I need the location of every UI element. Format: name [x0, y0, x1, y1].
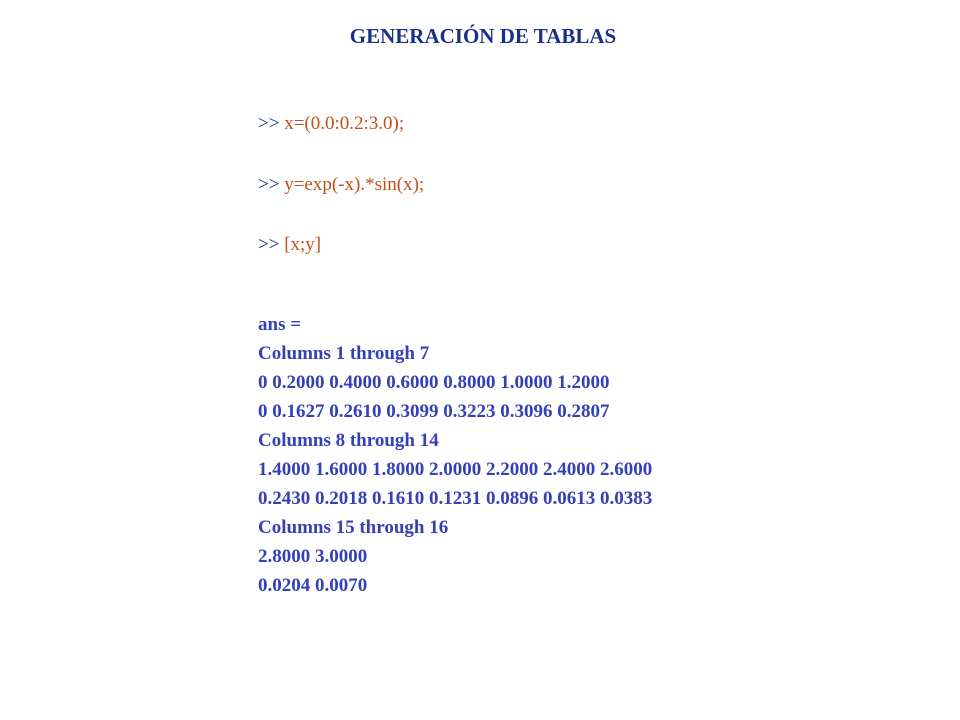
columns-header: Columns 1 through 7 [258, 343, 430, 364]
command-code: x=(0.0:0.2:3.0); [284, 113, 405, 134]
prompt-symbol: >> [258, 113, 280, 134]
ans-label: ans = [258, 314, 302, 335]
command-line [258, 230, 321, 259]
row-x-values: 2.8000 3.0000 [258, 546, 368, 567]
command-code: y=exp(-x).*sin(x); [284, 174, 425, 195]
prompt-symbol: >> [258, 174, 280, 195]
command-line [258, 170, 424, 199]
row-y-values: 0.0204 0.0070 [258, 575, 368, 596]
slide-title: GENERACIÓN DE TABLAS [349, 24, 617, 48]
command-code: [x;y] [284, 234, 322, 255]
row-x-values: 1.4000 1.6000 1.8000 2.0000 2.2000 2.4000 2.6000 [258, 459, 653, 480]
row-y-values: 0 0.1627 0.2610 0.3099 0.3223 0.3096 0.2807 [258, 401, 610, 422]
columns-header: Columns 8 through 14 [258, 430, 439, 451]
prompt-symbol: >> [258, 234, 280, 255]
output-block [258, 281, 652, 629]
command-line [258, 109, 404, 138]
columns-header: Columns 15 through 16 [258, 517, 449, 538]
row-y-values: 0.2430 0.2018 0.1610 0.1231 0.0896 0.0613 0.0383 [258, 488, 653, 509]
row-x-values: 0 0.2000 0.4000 0.6000 0.8000 1.0000 1.2000 [258, 372, 610, 393]
